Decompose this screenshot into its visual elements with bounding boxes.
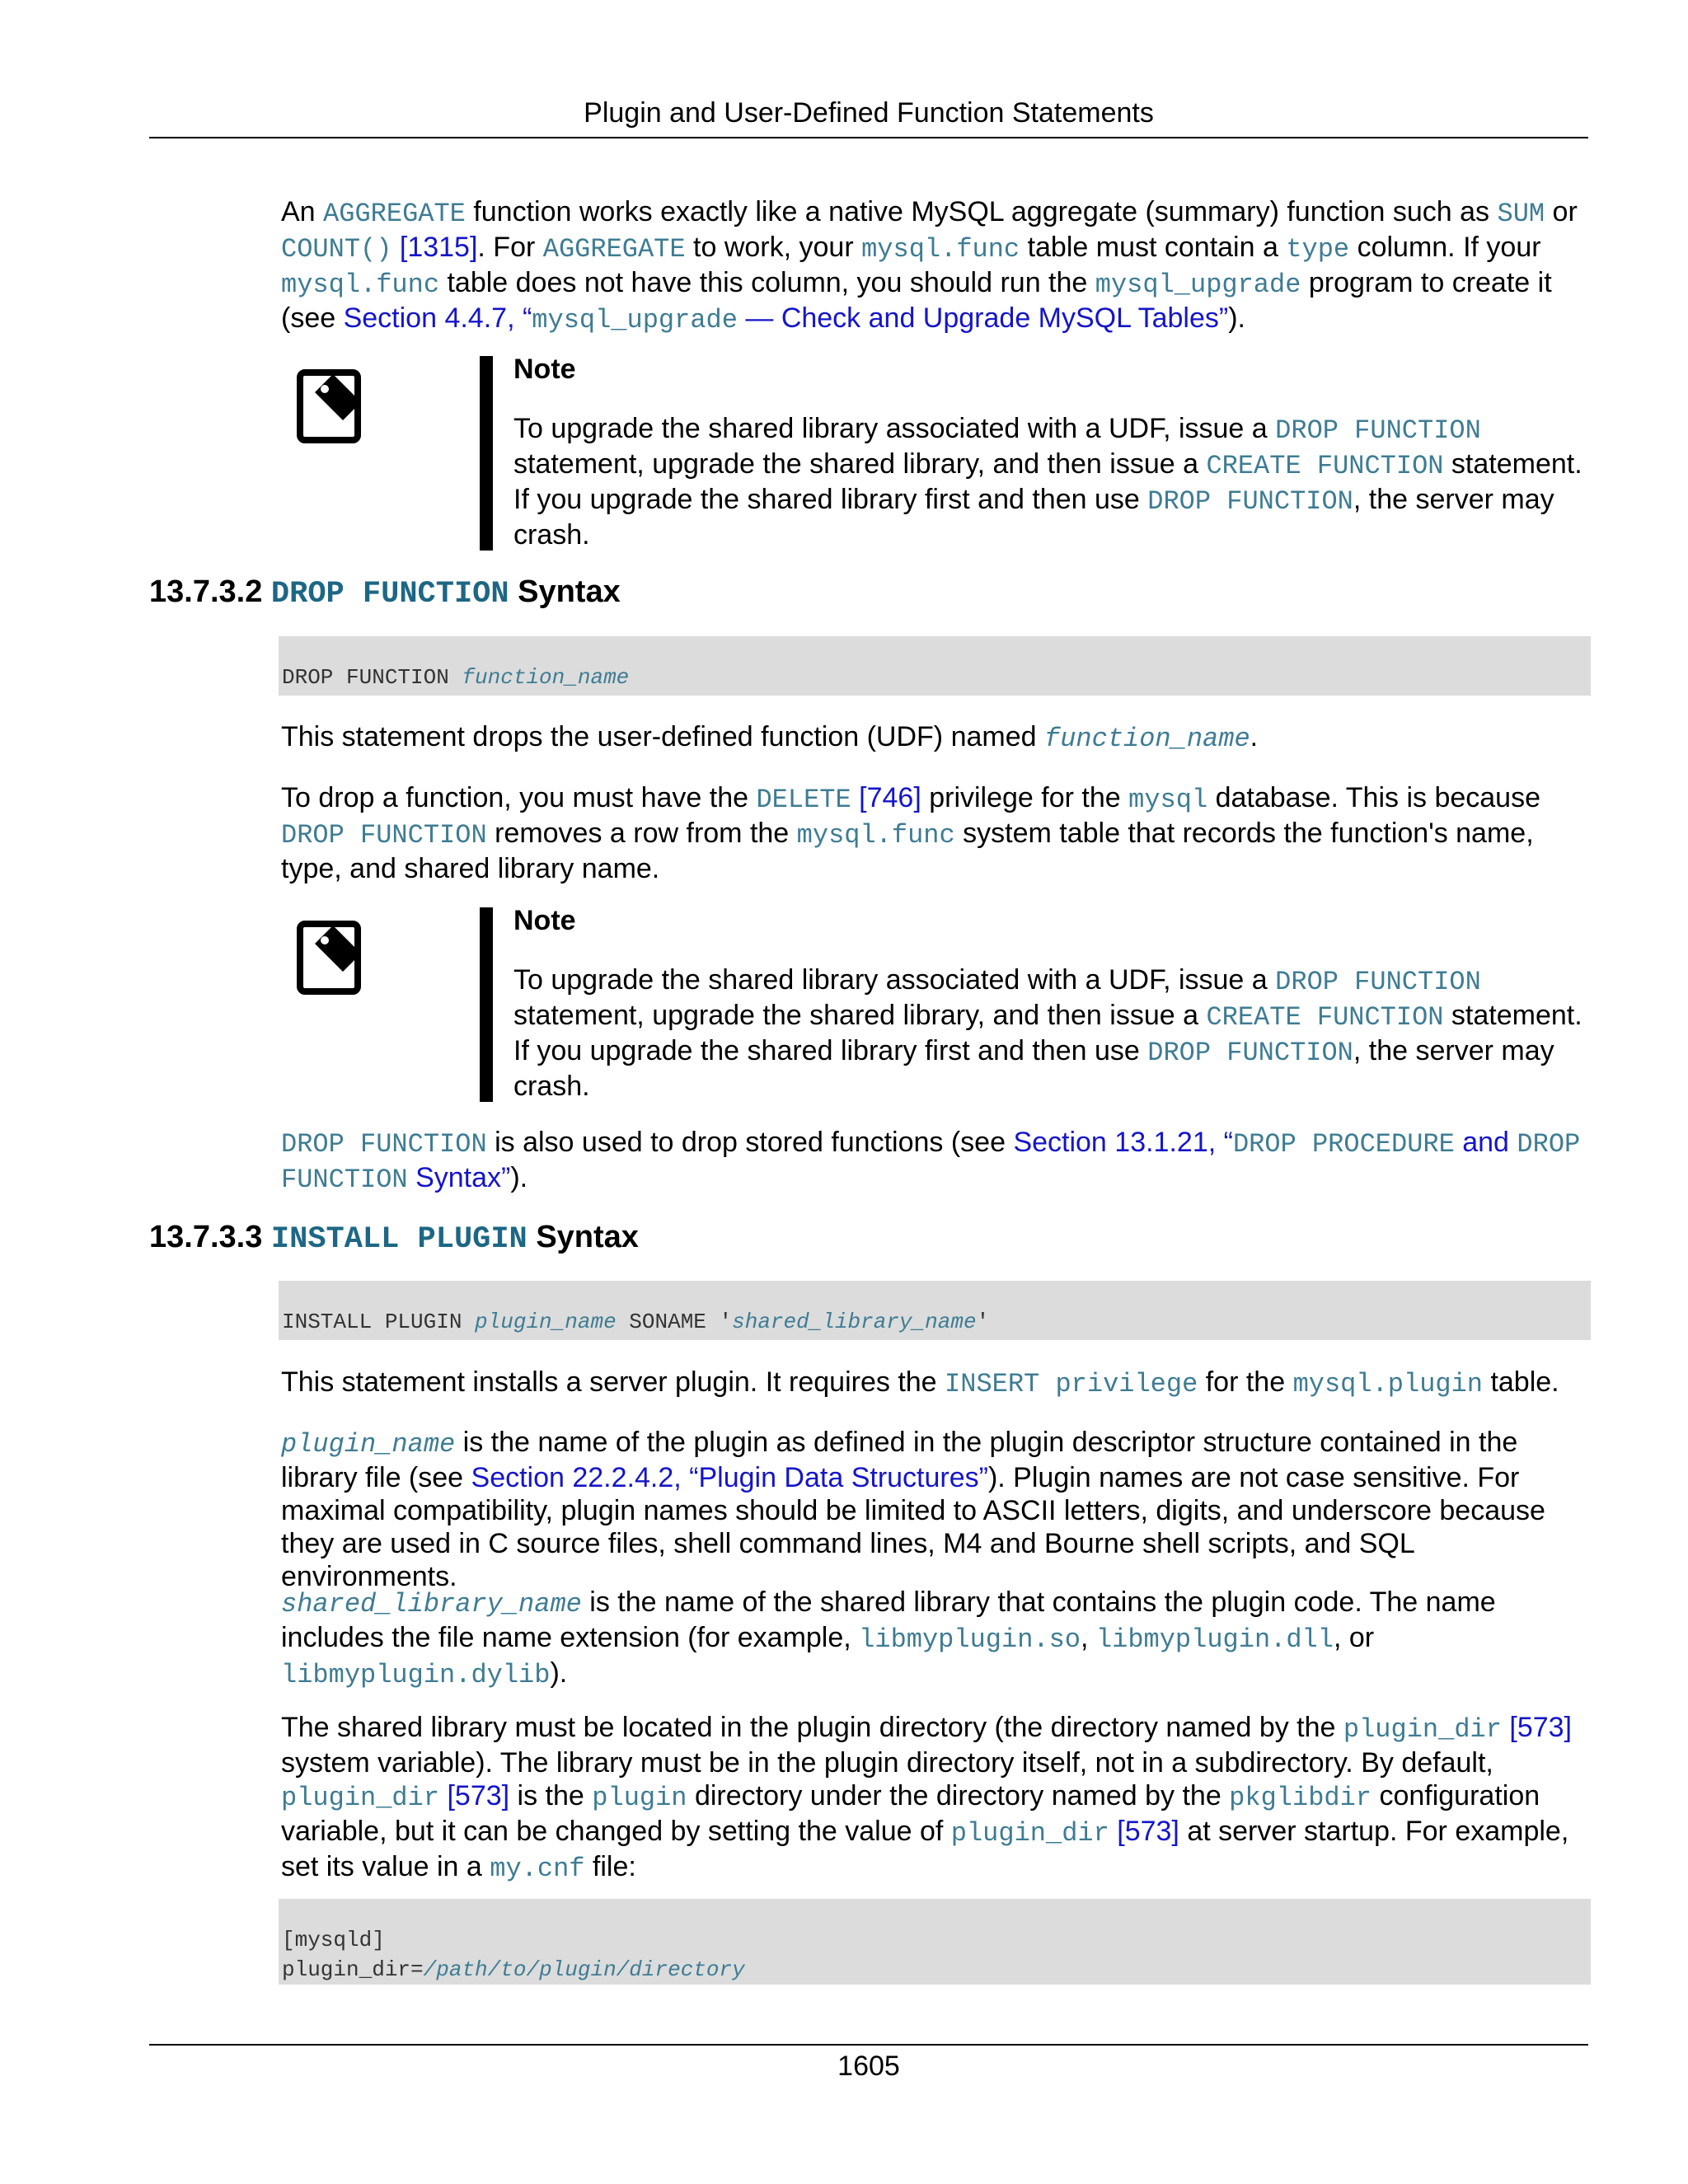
- install-paragraph-1: This statement installs a server plugin. It requires the INSERT privilege for the mysql.plugin table.: [281, 1366, 1559, 1399]
- inline-code[interactable]: SUM: [1497, 199, 1545, 229]
- page-ref-link[interactable]: [746]: [859, 782, 921, 813]
- drop-paragraph-1: This statement drops the user-defined function (UDF) named function_name.: [281, 721, 1259, 754]
- note-title: Note: [513, 354, 576, 385]
- drop-paragraph-3: DROP FUNCTION is also used to drop stored functions (see Section 13.1.21, “DROP PROCEDURE and DROP FUNCTION Syntax”).: [281, 1127, 1581, 1195]
- syntax-line: INSTALL PLUGIN plugin_name SONAME 'shared_library_name': [282, 1310, 990, 1334]
- running-header: Plugin and User-Defined Function Statements: [584, 97, 1154, 129]
- note-text: To upgrade the shared library associated with a UDF, issue a DROP FUNCTION statement, upgrade the shared library, and then issue a CREATE FUNCTION statement. If you upgrade the shared library first and then use DROP FUNCTION, the server may crash.: [513, 413, 1582, 551]
- install-paragraph-2: plugin_name is the name of the plugin as defined in the plugin descriptor structure contained in the library file (see Section 22.2.4.2, “Plugin Data Structures”). Plugin names are not case sensitive. For maximal compatibility, plugin names should be limited to ASCII letters, digits, and underscore because they are used in C source files, shell command lines, M4 and Bourne shell scripts, and SQL environments.: [281, 1427, 1545, 1592]
- config-line: plugin_dir=/path/to/plugin/directory: [282, 1957, 745, 1982]
- inline-code: AGGREGATE: [542, 234, 686, 265]
- page-number: 1605: [837, 2050, 900, 2082]
- note-icon: [297, 369, 364, 445]
- syntax-block-drop-function: [279, 636, 1591, 696]
- section-link[interactable]: Section 4.4.7, “mysql_upgrade — Check and Upgrade MySQL Tables”: [343, 302, 1229, 335]
- config-code-block: [279, 1899, 1591, 1985]
- page-ref-link[interactable]: [573]: [1509, 1712, 1572, 1743]
- page-ref-link[interactable]: [573]: [1117, 1816, 1179, 1847]
- inline-code: mysql.func: [281, 269, 440, 300]
- page-ref-link[interactable]: [1315]: [399, 232, 478, 263]
- note-bar: [480, 356, 493, 551]
- footer-divider: [149, 2044, 1588, 2046]
- inline-code: mysql.func: [861, 234, 1020, 265]
- install-paragraph-3: shared_library_name is the name of the shared library that contains the plugin code. The name includes the file name extension (for example, libmyplugin.so, libmyplugin.dll, or libmyplugin.dylib).: [281, 1586, 1496, 1690]
- inline-code: AGGREGATE: [323, 199, 466, 229]
- note-title: Note: [513, 905, 576, 936]
- install-paragraph-4: The shared library must be located in the plugin directory (the directory named by the plugin_dir [573] system variable). The library must be in the plugin directory itself, not in a subdirectory. By default, plugin_dir [573] is the plugin directory under the directory named by the pkglibdir configuration variable, but it can be changed by setting the value of plugin_dir [573] at server startup. For example, set its value in a my.cnf file:: [281, 1712, 1572, 1884]
- syntax-line: DROP FUNCTION function_name: [282, 665, 630, 690]
- section-heading-install-plugin: 13.7.3.3 INSTALL PLUGIN Syntax: [149, 1220, 639, 1257]
- section-heading-drop-function: 13.7.3.2 DROP FUNCTION Syntax: [149, 574, 621, 612]
- drop-paragraph-2: To drop a function, you must have the DELETE [746] privilege for the mysql database. This is because DROP FUNCTION removes a row from the mysql.func system table that records the function's name, type, and shared library name.: [281, 782, 1540, 884]
- inline-code[interactable]: COUNT(): [281, 234, 392, 265]
- note-icon: [297, 921, 364, 996]
- inline-code: type: [1286, 234, 1350, 265]
- section-link[interactable]: Section 13.1.21, “DROP PROCEDURE and DROP FUNCTION Syntax”: [281, 1127, 1581, 1195]
- note-bar: [480, 907, 493, 1102]
- note-box: [513, 904, 1585, 1103]
- syntax-block-install-plugin: [279, 1281, 1591, 1340]
- config-line: [mysqld]: [282, 1928, 385, 1952]
- note-box: [513, 353, 1585, 551]
- aggregate-paragraph: An AGGREGATE function works exactly like a native MySQL aggregate (summary) function such as SUM or COUNT() [1315]. For AGGREGATE to work, your mysql.func table must contain a type column. If your mysql.func table does not have this column, you should run the mysql_upgrade program to create it (see Section 4.4.7, “mysql_upgrade — Check and Upgrade MySQL Tables”).: [281, 196, 1578, 335]
- inline-code[interactable]: mysql_upgrade: [1095, 269, 1301, 300]
- page-ref-link[interactable]: [573]: [447, 1780, 510, 1811]
- header-divider: [149, 137, 1588, 138]
- inline-code[interactable]: DELETE: [756, 785, 851, 815]
- section-link[interactable]: Section 22.2.4.2, “Plugin Data Structures”: [471, 1462, 988, 1493]
- note-text: To upgrade the shared library associated with a UDF, issue a DROP FUNCTION statement, upgrade the shared library, and then issue a CREATE FUNCTION statement. If you upgrade the shared library first and then use DROP FUNCTION, the server may crash.: [513, 964, 1582, 1102]
